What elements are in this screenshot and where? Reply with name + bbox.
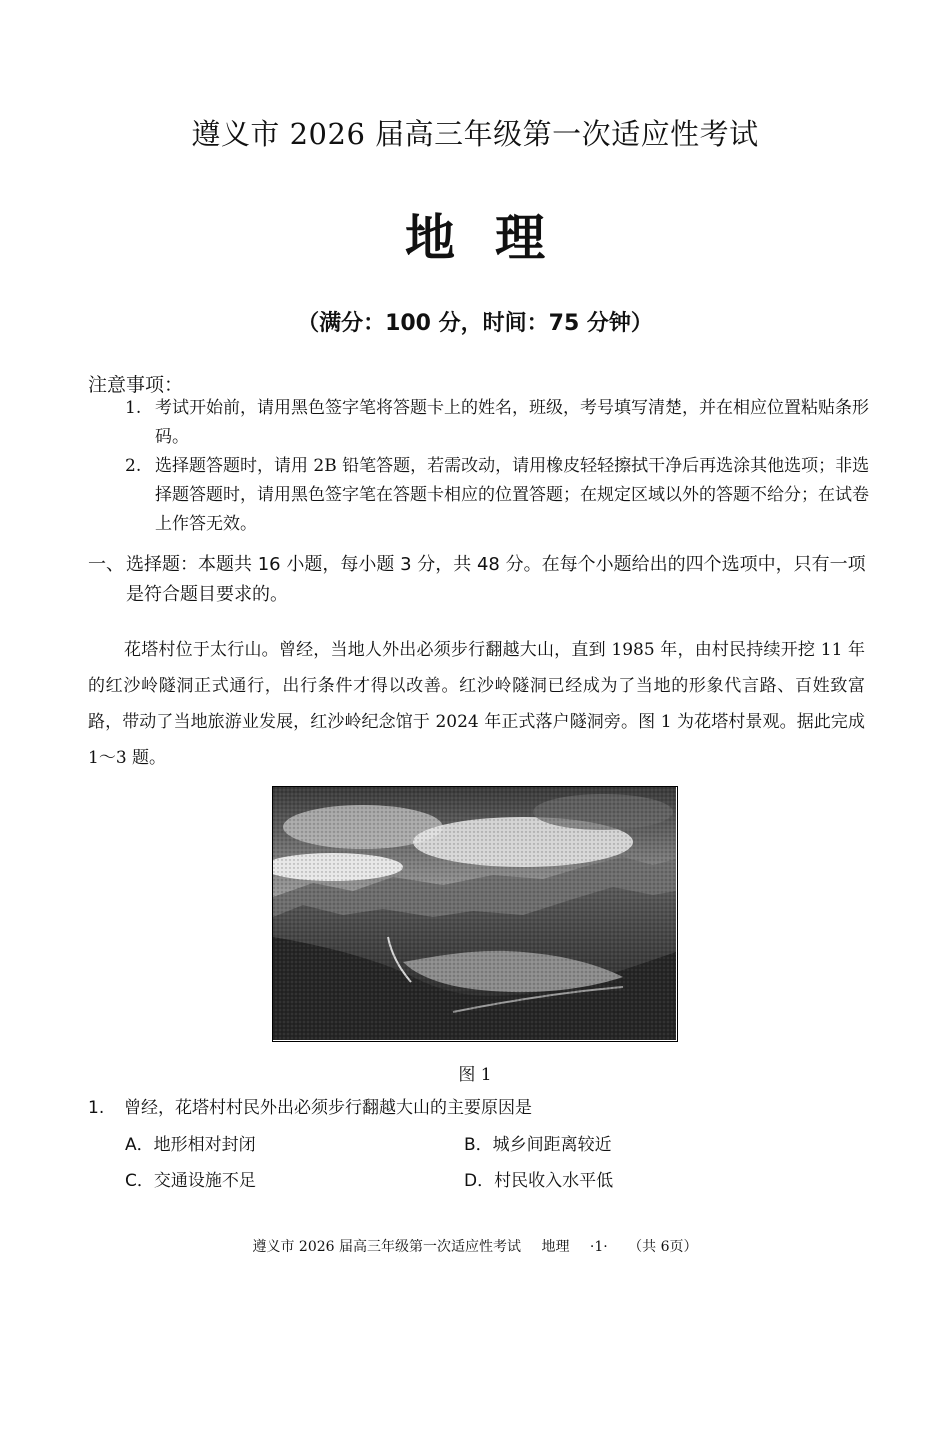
notice-item-number: 1. [125, 398, 142, 418]
notice-item-text: 选择题答题时，请用 2B 铅笔答题，若需改动，请用橡皮轻轻擦拭干净后再选涂其他选项；非选择题答题时，请用黑色签字笔在答题卡相应的位置答题；在规定区域以外的答题不给分；在试卷上作答无效。 [155, 456, 870, 534]
landscape-illustration [273, 787, 676, 1040]
option-b: B．城乡间距离较近 [464, 1135, 612, 1155]
footer-subject: 地理 [541, 1239, 570, 1255]
question-stem: 曾经，花塔村村民外出必须步行翻越大山的主要原因是 [124, 1098, 532, 1118]
option-d: D．村民收入水平低 [464, 1171, 614, 1191]
figure-caption: 图 1 [458, 1065, 492, 1085]
option-a: A．地形相对封闭 [125, 1135, 256, 1155]
village-landscape-photo [272, 786, 678, 1042]
notice-item-number: 2. [125, 456, 142, 476]
notice-item-text: 考试开始前，请用黑色签字笔将答题卡上的姓名，班级，考号填写清楚，并在相应位置粘贴条形码。 [155, 398, 869, 447]
question-number: 1. [88, 1098, 105, 1118]
score-time-info: （满分：100 分，时间：75 分钟） [297, 311, 653, 336]
section-number: 一、 [88, 554, 124, 575]
question-1 [88, 1096, 532, 1120]
footer-page-number: ·1· [589, 1239, 608, 1255]
notice-item-2 [125, 452, 870, 539]
page-footer [0, 1236, 950, 1256]
option-c: C．交通设施不足 [125, 1171, 256, 1191]
section-instructions: 选择题：本题共 16 小题，每小题 3 分，共 48 分。在每个小题给出的四个选项中，只有一项是符合题目要求的。 [126, 554, 866, 605]
exam-title: 遵义市 2026 届高三年级第一次适应性考试 [191, 117, 759, 151]
notice-heading: 注意事项： [88, 374, 184, 396]
material-paragraph: 花塔村位于太行山。曾经，当地人外出必须步行翻越大山，直到 1985 年，由村民持续开挖 11 年的红沙岭隧洞正式通行，出行条件才得以改善。红沙岭隧洞已经成为了当地的形象代言路、百姓致富路，带动了当地旅游业发展，红沙岭纪念馆于 2024 年正式落户隧洞旁。图 1 为花塔村景观。据此完成 1～3 题。 [88, 640, 865, 768]
footer-total-pages: （共 6页） [628, 1239, 698, 1255]
footer-exam-title: 遵义市 2026 届高三年级第一次适应性考试 [252, 1239, 521, 1255]
notice-item-1 [125, 394, 870, 452]
subject-title: 地理 [405, 209, 585, 267]
section-heading [88, 550, 873, 610]
